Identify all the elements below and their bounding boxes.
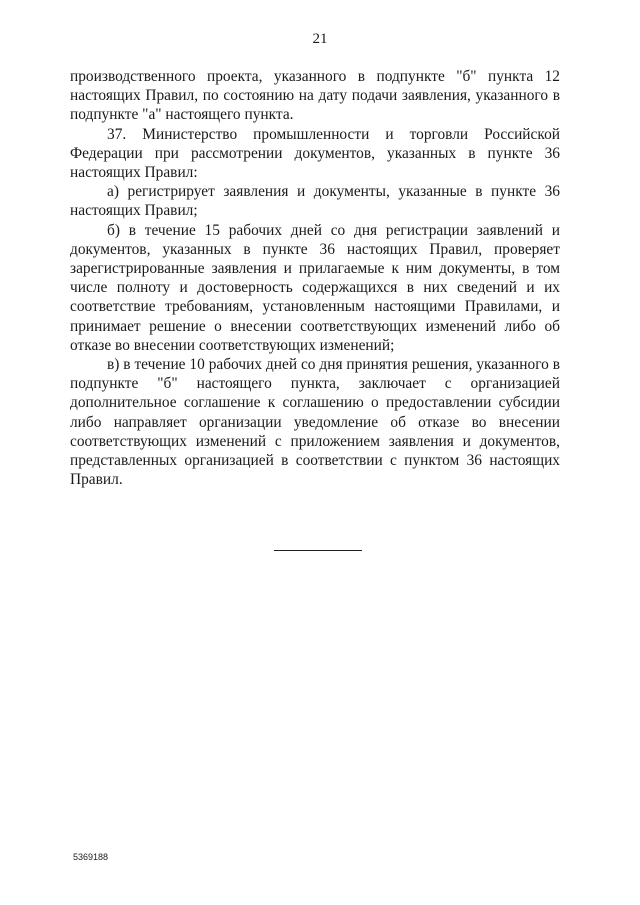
page-number: 21	[312, 31, 328, 47]
paragraph-item-37: 37. Министерство промышленности и торговли Российской Федерации при рассмотрении документов, указанных в пункте 36 настоящих Правил:	[70, 125, 560, 182]
paragraph-subitem-v: в) в течение 10 рабочих дней со дня принятия решения, указанного в подпункте "б" настоящего пункта, заключает с организацией дополнительное соглашение к соглашению о предоставлении субсидии либо направляет организации уведомление об отказе во внесении соответствующих изменений с приложением заявления и документов, представленных организацией в соответствии с пунктом 36 настоящих Правил.	[70, 356, 560, 489]
paragraph-continuation: производственного проекта, указанного в подпункте "б" пункта 12 настоящих Правил, по состоянию на дату подачи заявления, указанного в подпункте "а" настоящего пункта.	[70, 68, 560, 124]
document-code: 5369188	[73, 852, 109, 862]
paragraph-subitem-a: а) регистрирует заявления и документы, указанные в пункте 36 настоящих Правил;	[70, 183, 560, 220]
paragraph-subitem-b: б) в течение 15 рабочих дней со дня регистрации заявлений и документов, указанных в пункте 36 настоящих Правил, проверяет зарегистрированные заявления и прилагаемые к ним документы, в том числе полноту и достоверность содержащихся в них сведений и их соответствие требованиям, установленным настоящими Правилами, и принимает решение о внесении соответствующих изменений либо об отказе во внесении соответствующих изменений;	[70, 221, 560, 354]
end-separator-line	[274, 550, 362, 551]
document-body	[70, 67, 560, 489]
